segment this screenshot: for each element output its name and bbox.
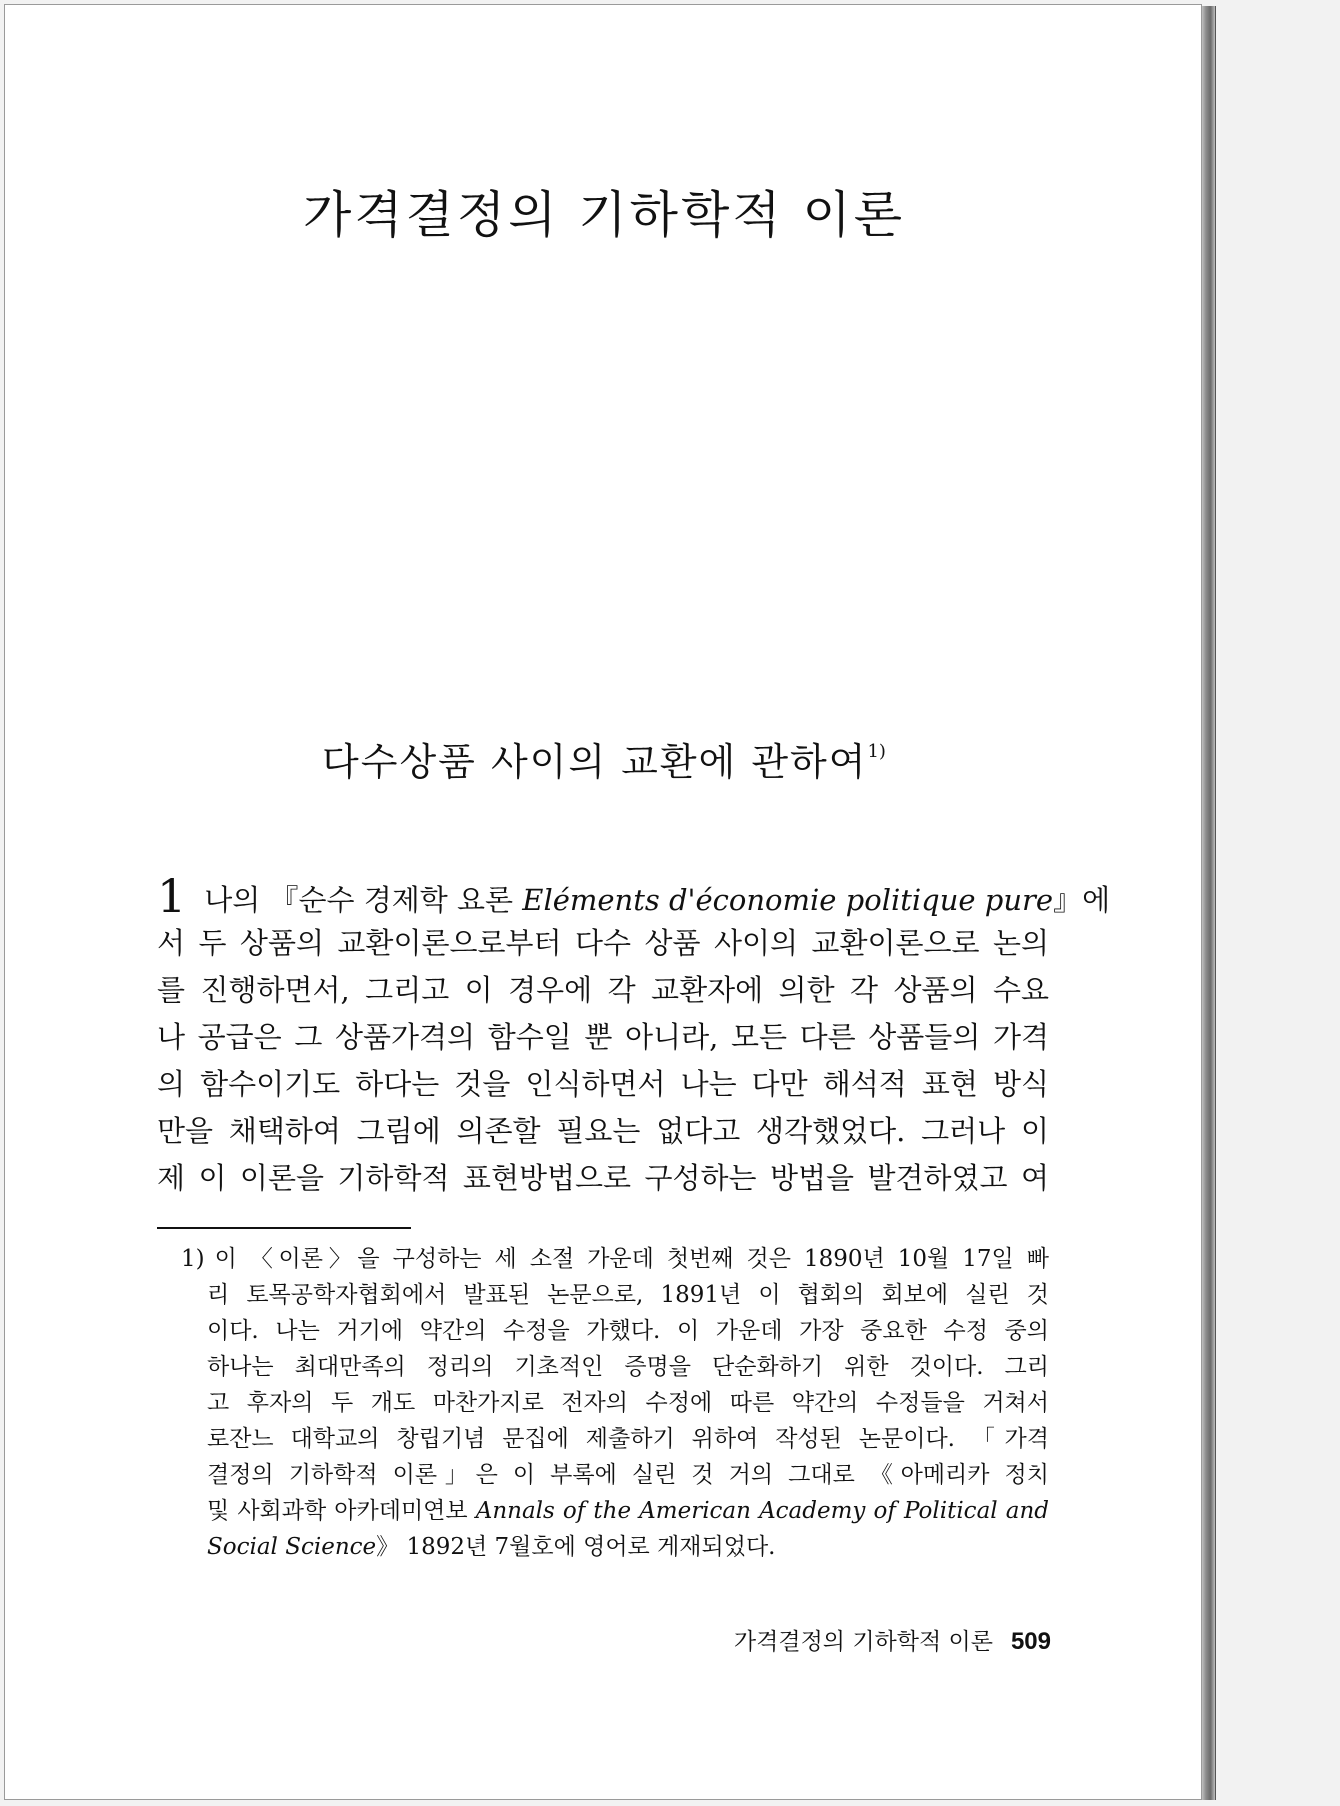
- running-footer-title: 가격결정의 기하학적 이론: [733, 1629, 993, 1655]
- body-line-before: 를 진행하면서, 그리고 이 경우에 각 교환자에 의한 각 상품의 수요: [157, 973, 1049, 1007]
- body-line: [157, 1061, 1049, 1108]
- body-line: [157, 1014, 1049, 1061]
- body-line: [157, 869, 1111, 923]
- footnote-divider: [157, 1227, 411, 1229]
- footnote-line: [207, 1277, 1049, 1313]
- section-number: 1: [157, 869, 187, 923]
- body-line: [157, 967, 1049, 1014]
- footnote-line-italic: Social Science: [207, 1534, 377, 1560]
- body-line-italic: Eléments d'économie politique pure: [522, 883, 1054, 917]
- running-footer: [695, 1623, 1051, 1656]
- section-subtitle: [5, 731, 1203, 786]
- footnote-line: [181, 1241, 1049, 1277]
- footnote-line-before: 리 토목공학자협회에서 발표된 논문으로, 1891년 이 협회의 회보에 실린 것: [207, 1282, 1049, 1308]
- footnote-line: [207, 1421, 1049, 1457]
- footnote-line: [207, 1529, 1049, 1565]
- footnote-line: [207, 1493, 1049, 1529]
- body-line: [157, 1108, 1049, 1155]
- footnote-line: [207, 1349, 1049, 1385]
- subtitle-text: 다수상품 사이의 교환에 관하여: [322, 740, 868, 784]
- body-line: [157, 1155, 1049, 1202]
- body-line-before: 만을 채택하여 그림에 의존할 필요는 없다고 생각했었다. 그러나 이: [157, 1114, 1049, 1148]
- footnote-line-before: 결정의 기하학적 이론」은 이 부록에 실린 것 거의 그대로 《아메리카 정치: [207, 1462, 1049, 1488]
- page-stack-edge: [1200, 6, 1216, 1800]
- body-line-before: 나의 『순수 경제학 요론: [204, 883, 523, 917]
- body-paragraph: [157, 869, 1111, 1202]
- footnote-line-before: 및 사회과학 아카데미연보: [207, 1498, 476, 1524]
- body-line-before: 의 함수이기도 하다는 것을 인식하면서 나는 다만 해석적 표현 방식: [157, 1067, 1049, 1101]
- body-line-before: 서 두 상품의 교환이론으로부터 다수 상품 사이의 교환이론으로 논의: [157, 926, 1049, 960]
- footnote-line-italic: Annals of the American Academy of Political and: [475, 1498, 1049, 1524]
- footnote-line-before: 이 〈이론〉을 구성하는 세 소절 가운데 첫번째 것은 1890년 10월 17일 빠: [214, 1246, 1049, 1272]
- chapter-title: 가격결정의 기하학적 이론: [302, 186, 906, 244]
- footnote-line-after: 》 1892년 7월호에 영어로 게재되었다.: [376, 1534, 776, 1560]
- footnote-line: [207, 1457, 1049, 1493]
- footnote-reference[interactable]: 1): [867, 741, 886, 762]
- footnote-line-before: 하나는 최대만족의 정리의 기초적인 증명을 단순화하기 위한 것이다. 그리: [207, 1354, 1049, 1380]
- body-line: [157, 920, 1049, 967]
- body-line-before: 제 이 이론을 기하학적 표현방법으로 구성하는 방법을 발견하였고 여: [157, 1161, 1049, 1195]
- body-line-before: 나 공급은 그 상품가격의 함수일 뿐 아니라, 모든 다른 상품들의 가격: [157, 1020, 1049, 1054]
- footnote-line-before: 로잔느 대학교의 창립기념 문집에 제출하기 위하여 작성된 논문이다. 「가격: [207, 1426, 1049, 1452]
- footnote-line-before: 이다. 나는 거기에 약간의 수정을 가했다. 이 가운데 가장 중요한 수정 중의: [207, 1318, 1049, 1344]
- footnote-line-before: 고 후자의 두 개도 마찬가지로 전자의 수정에 따른 약간의 수정들을 거쳐서: [207, 1390, 1049, 1416]
- footnote-marker: 1): [181, 1246, 205, 1272]
- page-number: 509: [1010, 1628, 1051, 1655]
- footnote-line: [207, 1313, 1049, 1349]
- footnote-block: [181, 1241, 1049, 1565]
- book-page: [4, 4, 1202, 1800]
- body-line-after: 』에: [1053, 883, 1111, 917]
- footnote-line: [207, 1385, 1049, 1421]
